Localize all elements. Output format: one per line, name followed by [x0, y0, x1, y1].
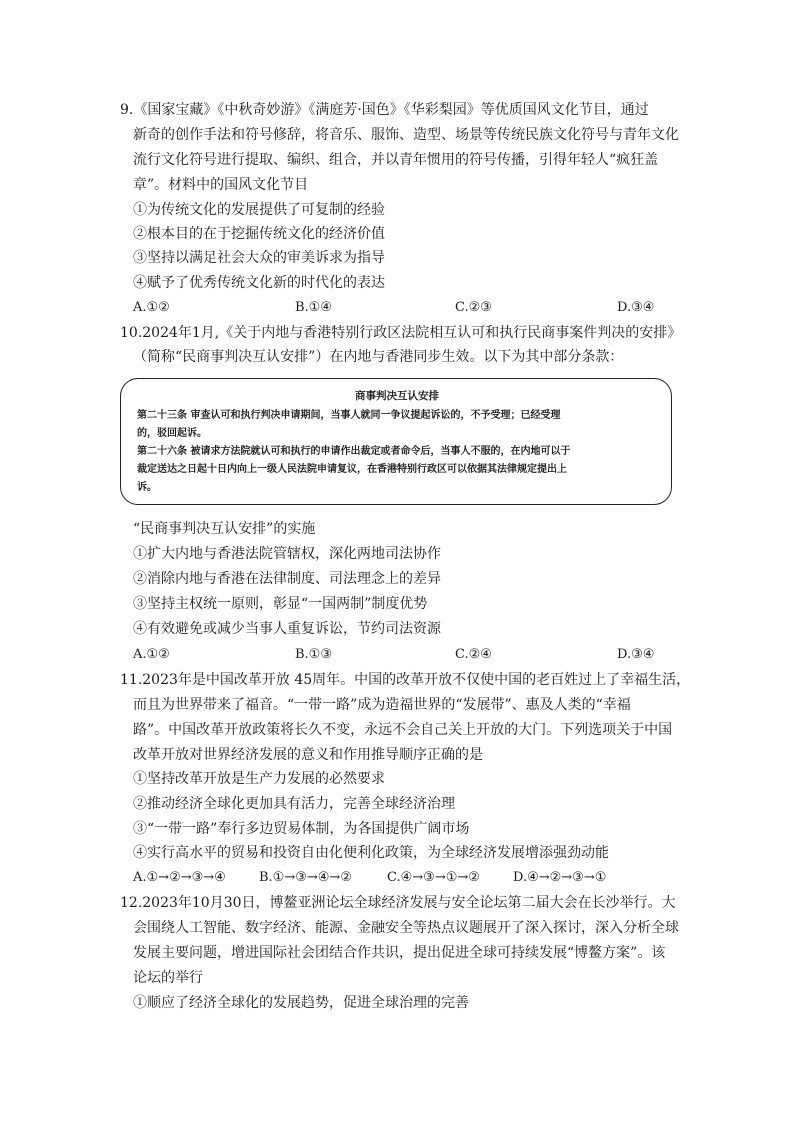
- q10-box-line-2: 的，驳回起诉。: [137, 428, 207, 439]
- q11-item-2: ②推动经济全球化更加具有活力，完善全球经济治理: [133, 796, 455, 812]
- q12-stem-line-3: 发展主要问题，增进国际社会团结合作共识，提出促进全球可持续发展“博鳌方案”。该: [133, 945, 666, 961]
- q12-item-1: ①顺应了经济全球化的发展趋势，促进全球治理的完善: [133, 995, 469, 1011]
- q10-item-3: ③坚持主权统一原则，彰显“一国两制”制度优势: [133, 596, 428, 612]
- q9-option-d[interactable]: D.③④: [617, 300, 655, 315]
- q10-option-d[interactable]: D.③④: [617, 647, 655, 662]
- q11-option-d[interactable]: D.④→②→③→①: [513, 870, 607, 885]
- q11-item-4: ④实行高水平的贸易和投资自由化便利化政策，为全球经济发展增添强劲动能: [133, 845, 609, 861]
- q9-options: [133, 296, 655, 320]
- q10-stem-line-1: 10.2024年1月,《关于内地与香港特别行政区法院相互认可和执行民商事案件判决的安排》: [120, 325, 682, 341]
- q11-option-b[interactable]: B.①→③→④→②: [259, 870, 352, 885]
- q9-stem-line-3: 流行文化符号进行提取、编织、组合，并以青年惯用的符号传播，引得年轻人“疯狂盖: [133, 152, 659, 168]
- q11-stem-line-2: 而且为世界带来了福音。“一带一路”成为造福世界的“发展带”、惠及人类的“幸福: [133, 697, 631, 713]
- q9-item-2: ②根本目的在于挖掘传统文化的经济价值: [133, 226, 385, 242]
- q9-option-b[interactable]: B.①④: [295, 300, 332, 315]
- q10-lead: “民商事判决互认安排”的实施: [133, 521, 316, 537]
- q10-box-line-5: 诉。: [137, 482, 157, 493]
- q9-stem-line-4: 章”。材料中的国风文化节目: [133, 177, 309, 193]
- q9-option-c[interactable]: C.②③: [455, 300, 492, 315]
- q11-stem-line-3: 路”。中国改革开放政策将长久不变，永远不会自己关上开放的大门。下列选项关于中国: [133, 722, 673, 738]
- q12-stem-line-4: 论坛的举行: [133, 970, 203, 986]
- q10-item-1: ①扩大内地与香港法院管辖权，深化两地司法协作: [133, 546, 441, 562]
- q11-stem-line-1: 11.2023年是中国改革开放 45周年。中国的改革开放不仅使中国的老百姓过上了幸福生活，: [120, 672, 691, 688]
- q10-option-b[interactable]: B.①③: [295, 647, 332, 662]
- q11-item-1: ①坚持改革开放是生产力发展的必然要求: [133, 771, 385, 787]
- q11-options: [133, 866, 638, 890]
- q9-stem-line-1: 9.《国家宝藏》《中秋奇妙游》《满庭芳·国色》《华彩梨园》等优质国风文化节目，通过: [120, 102, 649, 118]
- q9-item-1: ①为传统文化的发展提供了可复制的经验: [133, 202, 385, 218]
- q10-box-line-4: 裁定送达之日起十日内向上一级人民法院申请复议，在香港特别行政区可以依据其法律规定提出上: [137, 464, 567, 475]
- q10-options: [133, 643, 655, 667]
- q9-item-3: ③坚持以满足社会大众的审美诉求为指导: [133, 250, 385, 266]
- q10-box-title: 商事判决互认安排: [355, 390, 439, 402]
- q10-box-line-3: 第二十六条 被请求方法院就认可和执行的申请作出裁定或者命令后，当事人不服的，在内地可以于: [137, 446, 571, 457]
- q11-stem-line-4: 改革开放对世界经济发展的意义和作用推导顺序正确的是: [133, 747, 483, 763]
- q10-material-box: [120, 378, 672, 505]
- q9-stem-line-2: 新奇的创作手法和符号修辞，将音乐、服饰、造型、场景等传统民族文化符号与青年文化: [133, 127, 679, 143]
- q12-stem-line-2: 会围绕人工智能、数字经济、能源、金融安全等热点议题展开了深入探讨，深入分析全球: [133, 920, 679, 936]
- q10-item-2: ②消除内地与香港在法律制度、司法理念上的差异: [133, 571, 441, 587]
- q11-option-a[interactable]: A.①→②→③→④: [133, 870, 226, 885]
- q10-item-4: ④有效避免或减少当事人重复诉讼，节约司法资源: [133, 621, 441, 637]
- q12-stem-line-1: 12.2023年10月30日，博鳌亚洲论坛全球经济发展与安全论坛第二届大会在长沙举行。大: [120, 895, 676, 911]
- q11-option-c[interactable]: C.④→③→①→②: [387, 870, 480, 885]
- q10-option-c[interactable]: C.②④: [455, 647, 492, 662]
- q10-box-line-1: 第二十三条 审查认可和执行判决申请期间，当事人就同一争议提起诉讼的，不予受理；已经受理: [137, 410, 561, 421]
- q10-option-a[interactable]: A.①②: [133, 647, 170, 662]
- q11-item-3: ③“一带一路”奉行多边贸易体制，为各国提供广阔市场: [133, 821, 470, 837]
- q9-item-4: ④赋予了优秀传统文化新的时代化的表达: [133, 275, 385, 291]
- q9-option-a[interactable]: A.①②: [133, 300, 170, 315]
- q10-stem-line-2: （简称“民商事判决互认安排”）在内地与香港同步生效。以下为其中部分条款：: [133, 349, 624, 365]
